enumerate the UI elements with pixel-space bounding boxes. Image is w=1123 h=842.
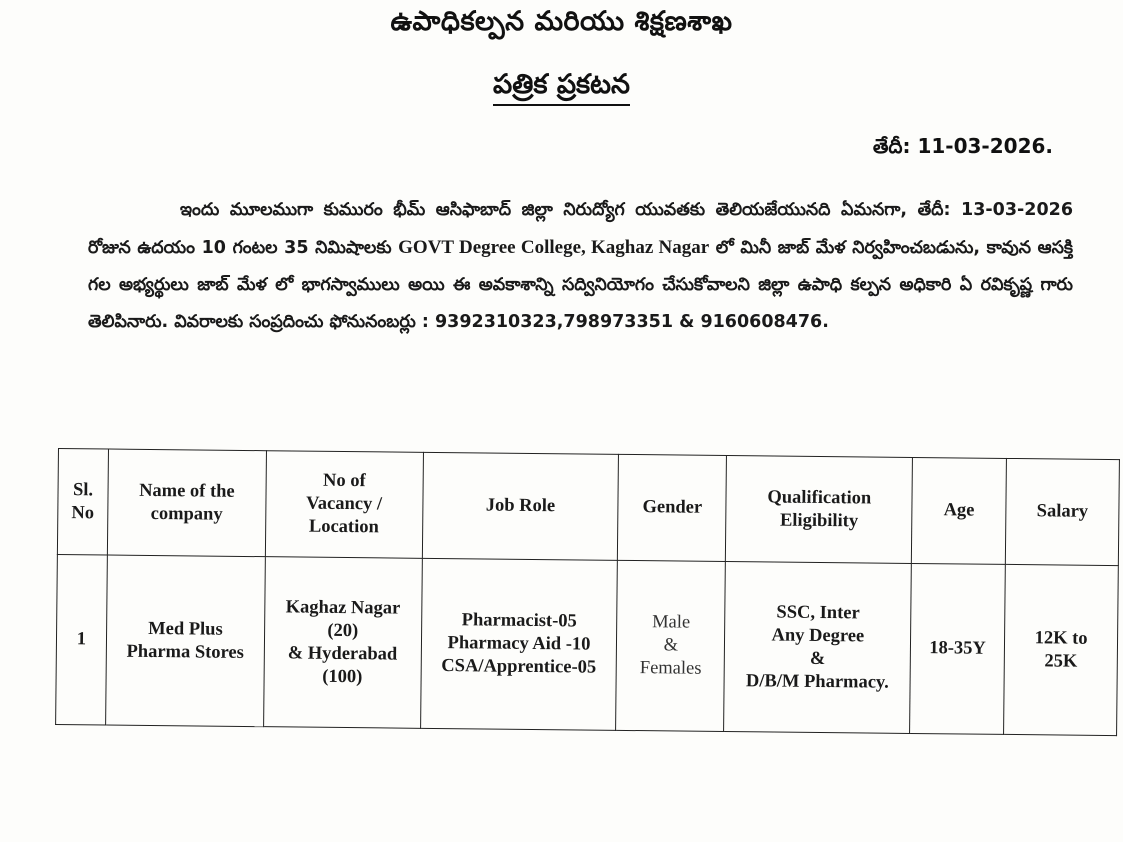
header-salary: Salary — [1005, 458, 1119, 565]
header-vacancy-location: No of Vacancy / Location — [265, 451, 423, 559]
body-text-part-2: లో మినీ జాబ్ మేళ నిర్వహించబడును, కావున ఆసక్తి గల అభ్యర్థులు జాబ్ మేళ లో భాగస్వాములు అయి ఈ అవకాశాన్ని సద్వినియోగం చేసుకోవాలని జిల్లా ఉపాధి కల్పన అధికారి ఏ రవికృష్ణ గారు తెలిపినారు. వివరాలకు సంప్రదించు ఫోనునంబర్లు : 9392310323,798973351 & 9160608476. — [88, 238, 1073, 332]
header-sl-no: Sl. No — [57, 449, 108, 556]
body-text-part-1: ఇందు మూలముగా కుమురం భీమ్ ఆసిఫాబాద్ జిల్లా నిరుద్యోగ యువతకు తెలియజేయునది ఏమనగా, తేదీ: 13-03-2026 రోజున ఉదయం 10 గంటల 35 నిమిషాలకు — [88, 200, 1073, 258]
cell-gender: Male & Females — [616, 560, 726, 731]
cell-company: Med Plus Pharma Stores — [106, 555, 266, 727]
header-job-role: Job Role — [422, 452, 619, 560]
table-header-row — [57, 449, 1119, 566]
cell-sl-no: 1 — [56, 554, 108, 725]
header-age: Age — [912, 457, 1007, 564]
header-qualification: Qualification Eligibility — [726, 456, 913, 564]
cell-salary: 12K to 25K — [1004, 564, 1119, 735]
notice-body — [88, 192, 1073, 341]
cell-job-role: Pharmacist-05 Pharmacy Aid -10 CSA/Apprentice-05 — [420, 558, 618, 730]
notice-title: పత్రిక ప్రకటన — [493, 68, 630, 106]
cell-age: 18-35Y — [910, 563, 1006, 734]
header-gender: Gender — [618, 454, 727, 561]
job-mela-table — [55, 448, 1120, 736]
table-row — [56, 554, 1119, 735]
venue-text: GOVT Degree College, Kaghaz Nagar — [398, 237, 710, 258]
header-company: Name of the company — [107, 449, 266, 557]
notice-date: తేదీ: 11-03-2026. — [872, 134, 1053, 158]
cell-qualification: SSC, Inter Any Degree & D/B/M Pharmacy. — [724, 561, 912, 733]
cell-vacancy-location: Kaghaz Nagar (20) & Hyderabad (100) — [263, 557, 422, 729]
department-title: ఉపాధికల్పన మరియు శిక్షణశాఖ — [390, 6, 733, 37]
